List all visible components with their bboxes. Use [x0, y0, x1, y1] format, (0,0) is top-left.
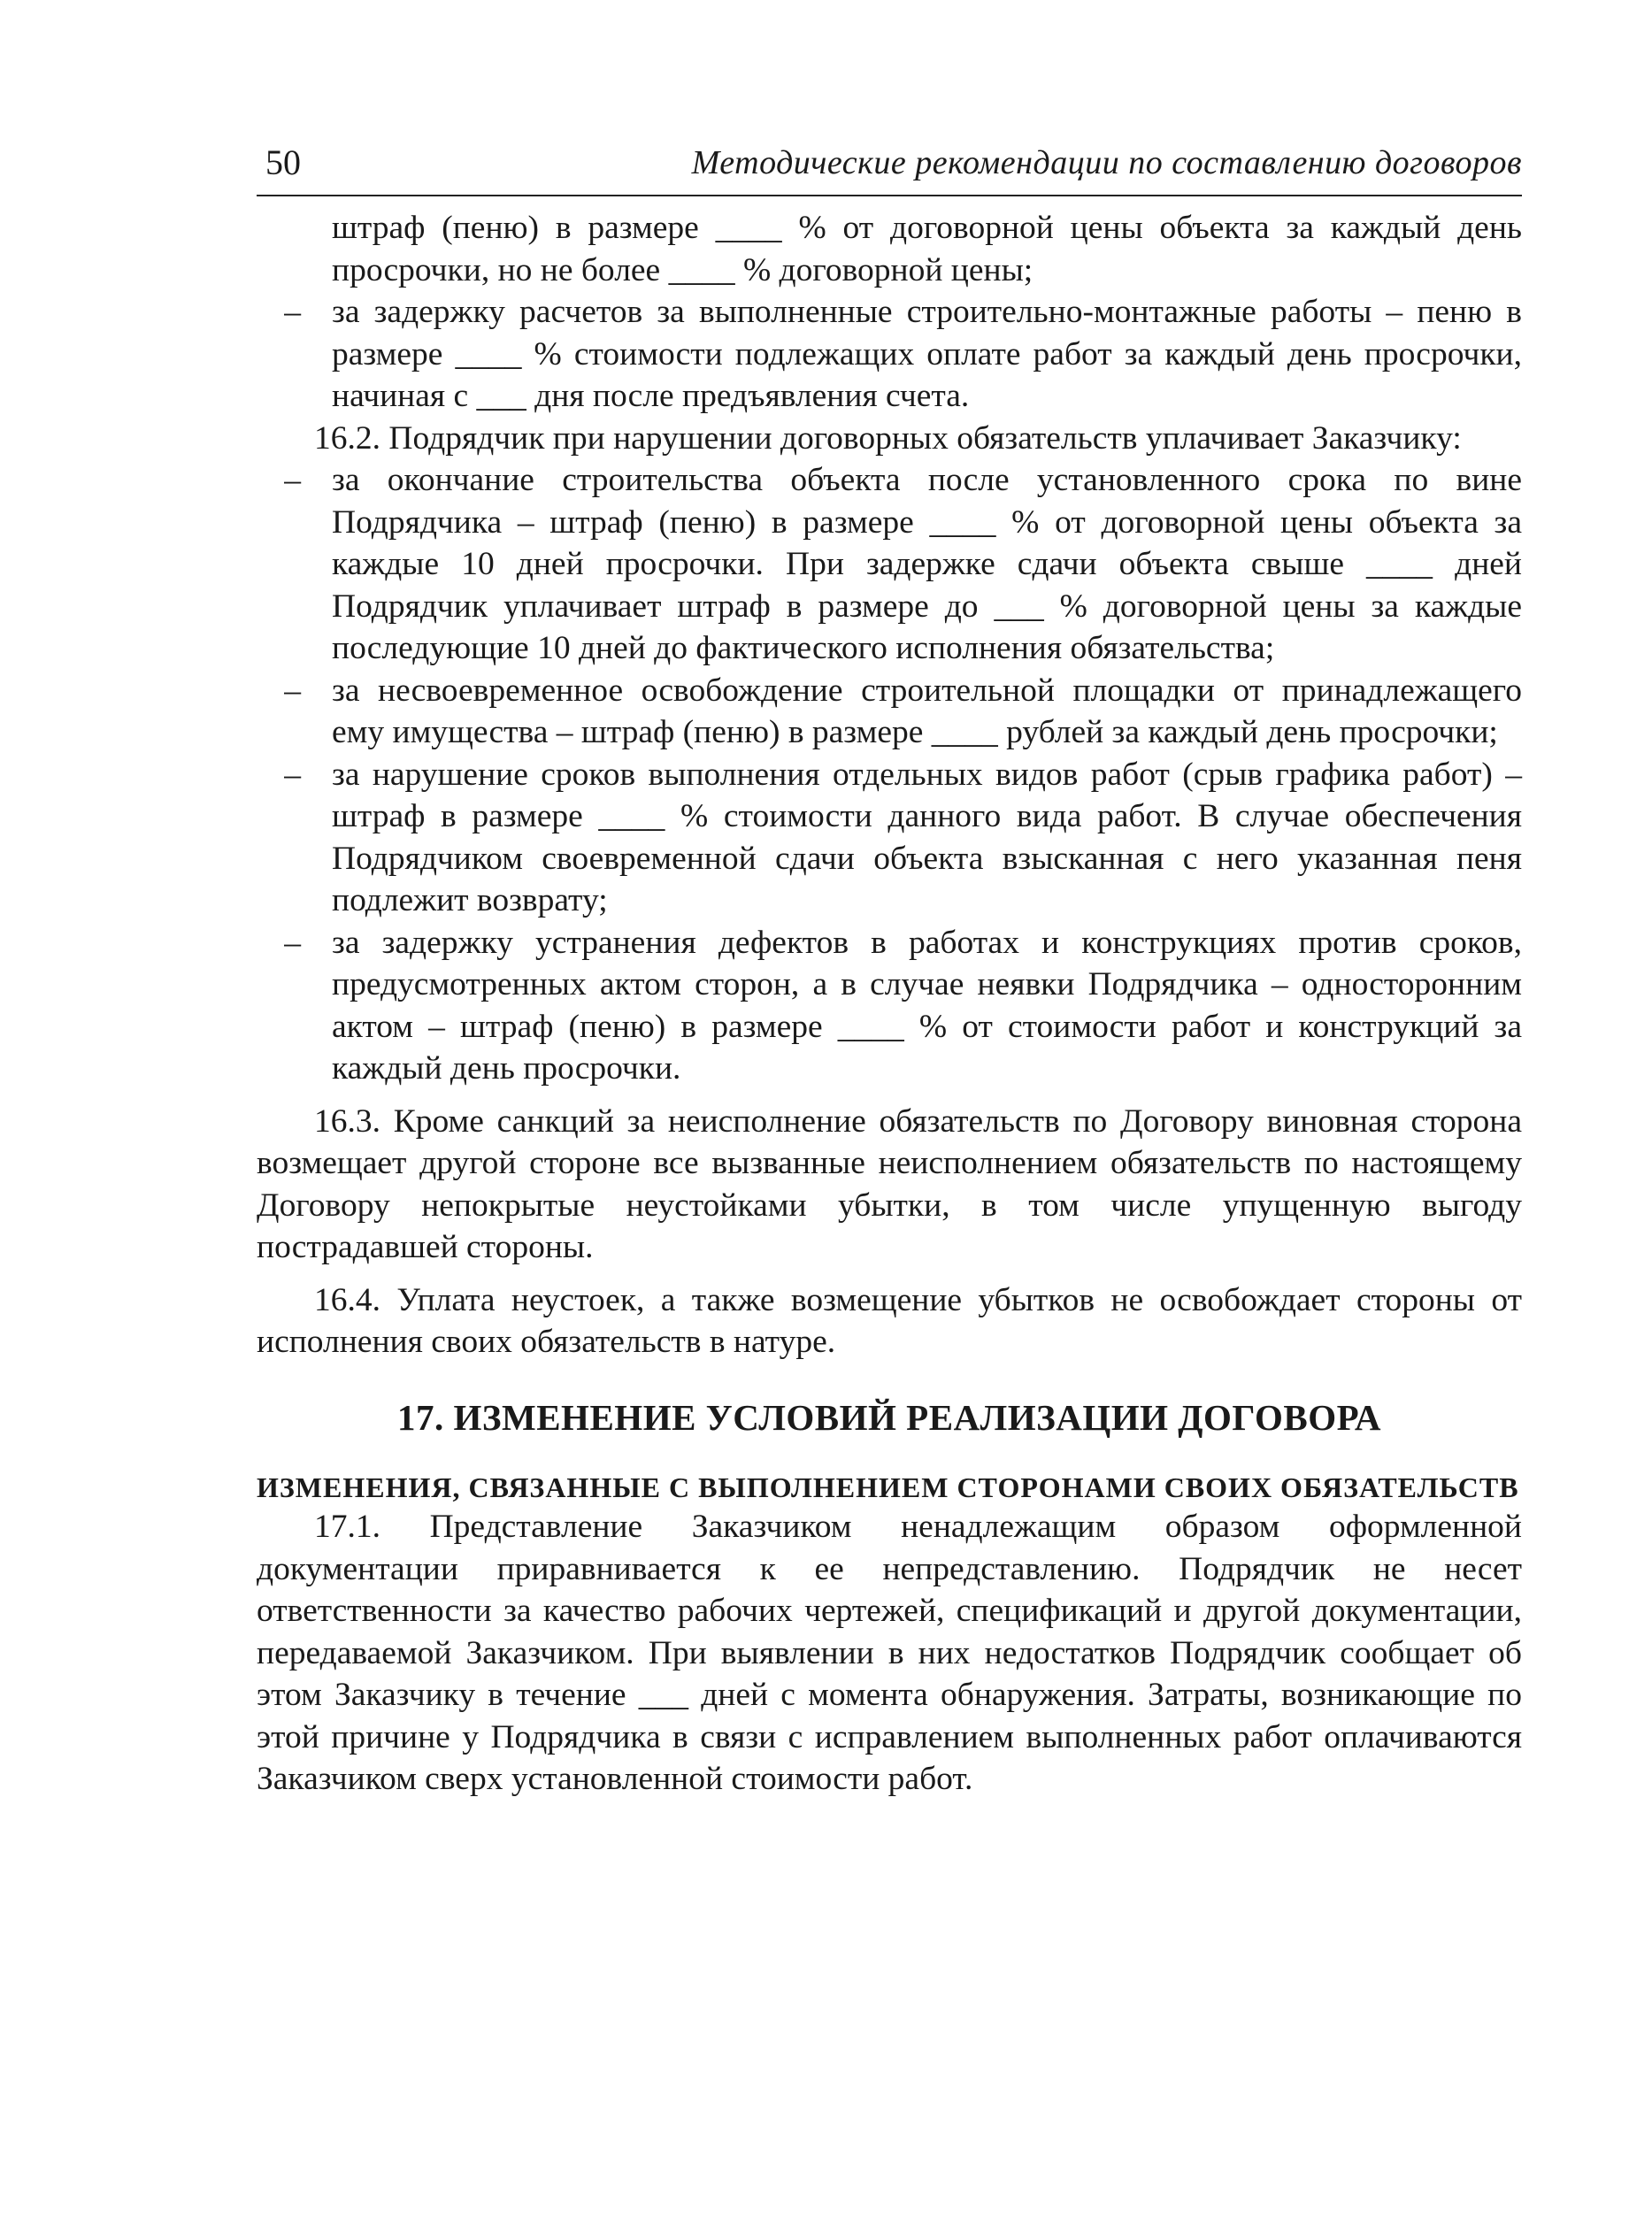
- section-17-title: 17. ИЗМЕНЕНИЕ УСЛОВИЙ РЕАЛИЗАЦИИ ДОГОВОРА: [396, 1396, 1381, 1438]
- list-item-text: за несвоевременное освобождение строительной площадки от принадлежащего ему имущества – штраф (пеню) в размере ____ рублей за каждый день просрочки;: [332, 672, 1522, 750]
- list-item: [257, 459, 1522, 670]
- list-item-text: за нарушение сроков выполнения отдельных видов работ (срыв графика работ) – штраф в размере ____ % стоимости данного вида работ. В случае обеспечения Подрядчиком своевременной сдачи объекта взысканная с него указанная пеня подлежит возврату;: [332, 756, 1522, 918]
- list-item-text: за задержку расчетов за выполненные строительно-монтажные работы – пеню в размере ____ % стоимости подлежащих оплате работ за каждый день просрочки, начиная с ___ дня после предъявления счета.: [332, 294, 1522, 414]
- list-item-text: за задержку устранения дефектов в работах и конструкциях против сроков, предусмотренных актом сторон, а в случае неявки Подрядчика – односторонним актом – штраф (пеню) в размере ____ % от стоимости работ и конструкций за каждый день просрочки.: [332, 924, 1522, 1087]
- clause-16-4: 16.4. Уплата неустоек, а также возмещение убытков не освобождает стороны от исполнения своих обязательств в натуре.: [257, 1281, 1522, 1360]
- list-item: [257, 291, 1522, 418]
- page-number: 50: [265, 142, 301, 182]
- running-header: [257, 133, 1522, 196]
- section-17-subtitle: ИЗМЕНЕНИЯ, СВЯЗАННЫЕ С ВЫПОЛНЕНИЕМ СТОРОНАМИ СВОИХ ОБЯЗАТЕЛЬСТВ: [257, 1471, 1519, 1504]
- list-item: [257, 922, 1522, 1090]
- book-page: [257, 133, 1522, 1801]
- clause-16-2-intro: 16.2. Подрядчик при нарушении договорных обязательств уплачивает Заказчику:: [314, 419, 1462, 457]
- continued-paragraph: штраф (пеню) в размере ____ % от договорной цены объекта за каждый день просрочки, но не более ____ % договорной цены;: [332, 210, 1522, 288]
- clause-16-3: 16.3. Кроме санкций за неисполнение обязательств по Договору виновная сторона возмещает другой стороне все вызванные неисполнением обязательств по настоящему Договору непокрытые неустойками убытки, в том числе упущенную выгоду пострадавшей стороны.: [257, 1102, 1522, 1265]
- list-item-text: за окончание строительства объекта после установленного срока по вине Подрядчика – штраф (пеню) в размере ____ % от договорной цены объекта за каждые 10 дней просрочки. При задержке сдачи объекта свыше ____ дней Подрядчик уплачивает штраф в размере до ___ % договорной цены за каждые последующие 10 дней до фактического исполнения обязательства;: [332, 462, 1522, 666]
- running-title: Методические рекомендации по составлению договоров: [691, 144, 1522, 181]
- clause-17-1: 17.1. Представление Заказчиком ненадлежащим образом оформленной документации приравнивается к ее непредставлению. Подрядчик не несет ответственности за качество рабочих чертежей, спецификаций и другой документации, передаваемой Заказчиком. При выявлении в них недостатков Подрядчик сообщает об этом Заказчику в течение ___ дней с момента обнаружения. Затраты, возникающие по этой причине у Подрядчика в связи с исправлением выполненных работ оплачиваются Заказчиком сверх установленной стоимости работ.: [257, 1509, 1522, 1798]
- list-item: [257, 670, 1522, 754]
- list-item: [257, 754, 1522, 922]
- page-body: [257, 207, 1522, 1801]
